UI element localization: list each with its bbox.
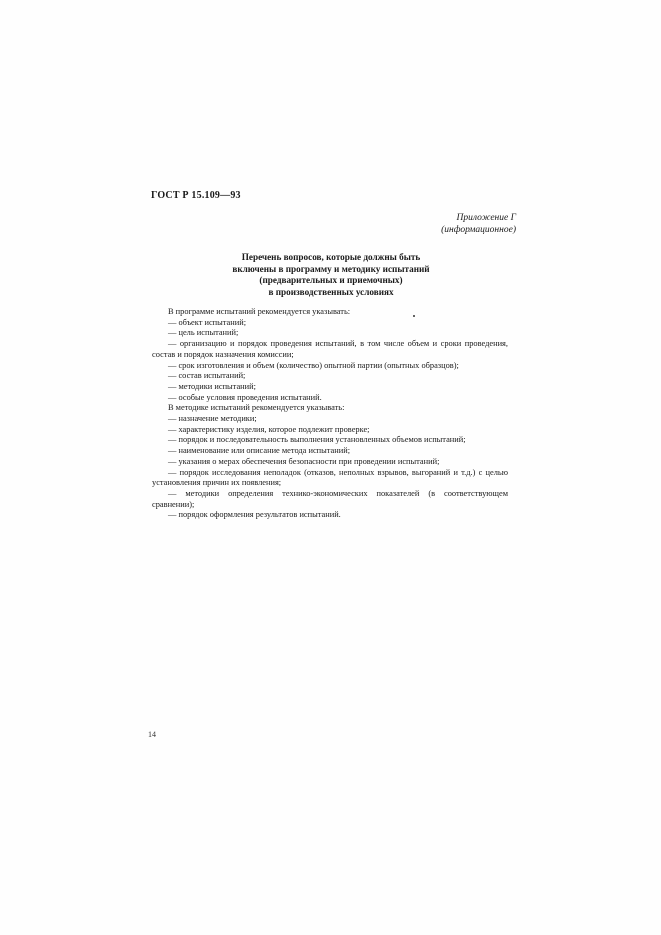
page-number: 14 [148, 730, 156, 739]
title-line: Перечень вопросов, которые должны быть [241, 252, 421, 262]
list-item: — методики определения технико-экономических показателей (в соответствующем сравнении); [152, 488, 508, 509]
appendix-type: (информационное) [441, 225, 516, 235]
list-item: — цель испытаний; [168, 328, 239, 338]
list-item: — характеристику изделия, которое подлежит проверке; [168, 424, 370, 434]
appendix-block [441, 212, 516, 236]
body-text [152, 307, 508, 521]
list-item: — особые условия проведения испытаний. [168, 392, 322, 402]
section-title [200, 252, 462, 298]
list-item: — назначение методики; [168, 414, 257, 424]
list-item: — организацию и порядок проведения испытаний, в том числе объем и сроки проведения, состав и порядок назначения комиссии; [152, 339, 508, 359]
list-item: — указания о мерах обеспечения безопасности при проведении испытаний; [168, 456, 440, 466]
list-item: — порядок оформления результатов испытаний. [168, 510, 341, 520]
list-item: — срок изготовления и объем (количество) опытной партии (опытных образцов); [168, 360, 459, 370]
list-item: — объект испытаний; [168, 317, 247, 327]
list-item: — порядок и последовательность выполнения установленных объемов испытаний; [168, 435, 466, 445]
title-line: включены в программу и методику испытаний [232, 263, 430, 274]
paragraph: В программе испытаний рекомендуется указывать: [168, 307, 351, 316]
paragraph: В методике испытаний рекомендуется указывать: [168, 403, 345, 413]
standard-number: ГОСТ Р 15.109—93 [151, 190, 241, 201]
list-item: — состав испытаний; [168, 371, 246, 381]
list-item: — методики испытаний; [168, 381, 256, 391]
title-line: в производственных условиях [268, 286, 394, 297]
title-line: (предварительных и приемочных) [259, 275, 403, 285]
appendix-label: Приложение Г [456, 213, 516, 223]
list-item: — наименование или описание метода испытаний; [168, 446, 351, 456]
list-item: — порядок исследования неполадок (отказов, неполных взрывов, выгораний и т.д.) с целью установления причин их появления; [152, 467, 508, 488]
